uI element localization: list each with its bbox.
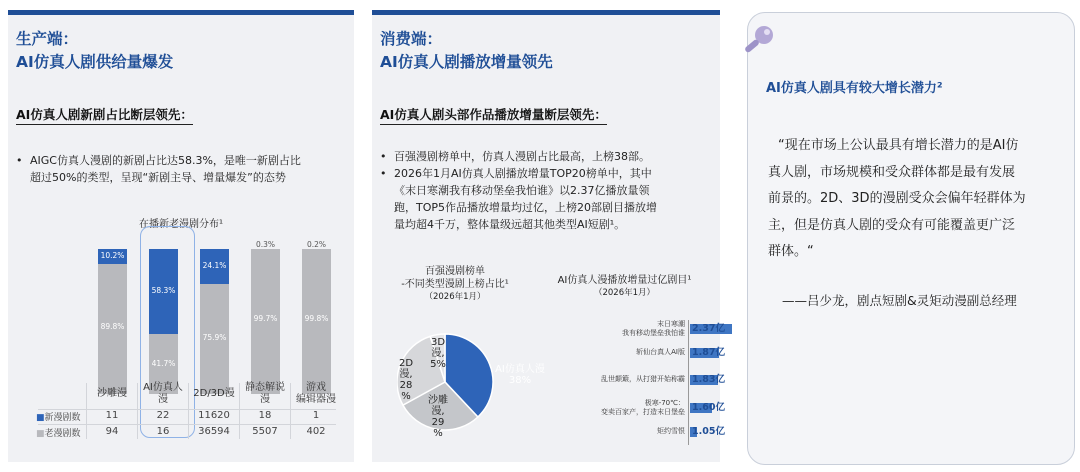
table-divider: [38, 424, 336, 425]
panel-title: [16, 28, 173, 74]
data-label: 10.2%: [100, 251, 125, 261]
new-count: 11: [105, 410, 119, 421]
category-label: 2D/3D漫: [193, 388, 235, 399]
hbar-title-line: AI仿真人漫播放增量过亿剧目¹: [557, 275, 692, 286]
new-count: 11620: [198, 410, 230, 421]
pie-label: 3D 漫, 5%: [430, 337, 446, 370]
bullet-line: 《末日寒潮我有移动堡垒我怕谁》以2.37亿播放量领: [394, 184, 650, 197]
category-label: AI仿真人 漫: [143, 382, 183, 405]
quote-line: “现在市场上公认最具有增长潜力的是AI仿: [778, 138, 1019, 153]
old-count: 94: [105, 426, 119, 437]
quote-line: 主，但是仿真人剧的受众有可能覆盖更广泛: [768, 217, 1016, 233]
pie-title-line: -不同类型漫剧上榜占比¹: [401, 279, 509, 290]
title-line-2: AI仿真人剧播放增量领先: [380, 53, 553, 71]
bullet-2: [380, 165, 712, 233]
category-label: 游戏 编辑器漫: [296, 382, 336, 405]
old-count: 16: [156, 426, 170, 437]
old-count: 402: [306, 426, 326, 437]
quote-panel: [747, 12, 1075, 465]
quote-line: 前景的。2D、3D的漫剧受众会偏年轻群体为: [768, 191, 1026, 206]
hbar-axis: [688, 320, 689, 445]
bullet-text: [16, 152, 346, 186]
old-count: 5507: [252, 426, 278, 437]
panel-top-bar: [8, 10, 354, 15]
data-label: 41.7%: [151, 358, 176, 368]
bullet-line: 跑，TOP5作品播放增量均过亿，上榜20部剧目播放增: [394, 201, 658, 214]
bullet-line: • 2026年1月AI仿真人剧播放增量TOP20榜单中，其中: [394, 167, 652, 180]
title-line-1: 消费端：: [380, 30, 443, 48]
data-label: 24.1%: [202, 261, 227, 271]
data-label: 99.8%: [304, 314, 329, 324]
pie-title-line: （2026年1月）: [424, 292, 486, 302]
hbar-category-label: 乱世颠簸，从打猎开始称霸: [601, 375, 685, 383]
stacked-bar: [302, 240, 331, 394]
subheading: AI仿真人剧头部作品播放增量断层领先：: [380, 105, 607, 125]
table-divider: [137, 383, 138, 439]
data-label: 0.3%: [255, 240, 276, 249]
new-count: 18: [258, 410, 272, 421]
quote-heading: AI仿真人剧具有较大增长潜力²: [766, 81, 943, 96]
hbar-value: 1.05亿: [692, 426, 725, 437]
hbar-category-label: 矩约雪恨: [657, 427, 685, 435]
data-label: 89.8%: [100, 322, 125, 332]
stacked-bar: [251, 240, 280, 394]
bullet-1: • 百强漫剧榜单中，仿真人漫剧占比最高，上榜38部。: [380, 148, 712, 165]
hbar-value: 2.37亿: [692, 323, 725, 334]
hbar-title-line: （2026年1月）: [593, 288, 656, 298]
category-label: 沙雕漫: [97, 388, 127, 399]
hbar-category-label: 末日寒潮 我有移动堡垒我怕谁: [622, 320, 685, 337]
new-count: 1: [312, 410, 320, 421]
stacked-bar: [149, 249, 178, 394]
table-divider: [290, 383, 291, 439]
stacked-bar: [200, 249, 229, 394]
category-label: 静态解说 漫: [245, 382, 285, 405]
quote-line: 群体。“: [768, 244, 814, 259]
stacked-bar: [98, 249, 127, 394]
data-label: 75.9%: [202, 333, 227, 343]
hbar-value: 1.87亿: [692, 347, 725, 358]
panel-top-bar: [372, 10, 720, 15]
pie-chart-title: [390, 265, 520, 304]
new-count: 22: [156, 410, 170, 421]
hbar-category-label: 斩仙台真人AI版: [636, 348, 685, 356]
pie-label: AI仿真人漫 38%: [495, 364, 545, 386]
quote-attribution: ——吕少龙，剧点短剧&灵矩动漫副总经理: [782, 293, 1017, 308]
chart-title: 在播新老漫剧分布¹: [138, 219, 223, 230]
pie-title-line: 百强漫剧榜单: [425, 266, 485, 277]
hbar-value: 1.60亿: [692, 402, 725, 413]
data-label: 0.2%: [306, 240, 327, 249]
data-label: 58.3%: [151, 286, 176, 296]
old-count: 36594: [198, 426, 230, 437]
title-line-2: AI仿真人剧供给量爆发: [16, 53, 174, 71]
bullet-line: 超过50%的类型，呈现“新剧主导、增量爆发”的态势: [30, 171, 286, 184]
panel-title: [380, 28, 553, 74]
table-divider: [86, 383, 87, 439]
legend-old: ■老漫剧数: [36, 429, 81, 439]
hbar-chart-title: [537, 274, 712, 300]
quote-line: 真人剧，市场规模和受众群体都是最有发展: [768, 164, 1016, 180]
data-label: 99.7%: [253, 314, 278, 324]
title-line-1: 生产端：: [16, 30, 79, 48]
legend-new: ■新漫剧数: [36, 413, 81, 423]
hbar-value: 1.83亿: [692, 374, 725, 385]
bullet-line: 量均超4千万，整体量级远超其他类型AI短剧¹。: [394, 218, 626, 231]
subheading: AI仿真人剧新剧占比断层领先：: [16, 105, 193, 125]
bullet-line: • AIGC仿真人漫剧的新剧占比达58.3%，是唯一新剧占比: [30, 154, 301, 167]
pie-label: 2D 漫, 28 %: [398, 358, 414, 402]
pie-label: 沙雕 漫, 29 %: [428, 395, 448, 439]
hbar-category-label: 极寒-70℃： 变卖百家产，打造末日堡垒: [601, 399, 685, 416]
quote-text: [768, 133, 1026, 266]
microphone-icon: [738, 21, 778, 61]
table-divider: [188, 383, 189, 439]
table-divider: [239, 383, 240, 439]
